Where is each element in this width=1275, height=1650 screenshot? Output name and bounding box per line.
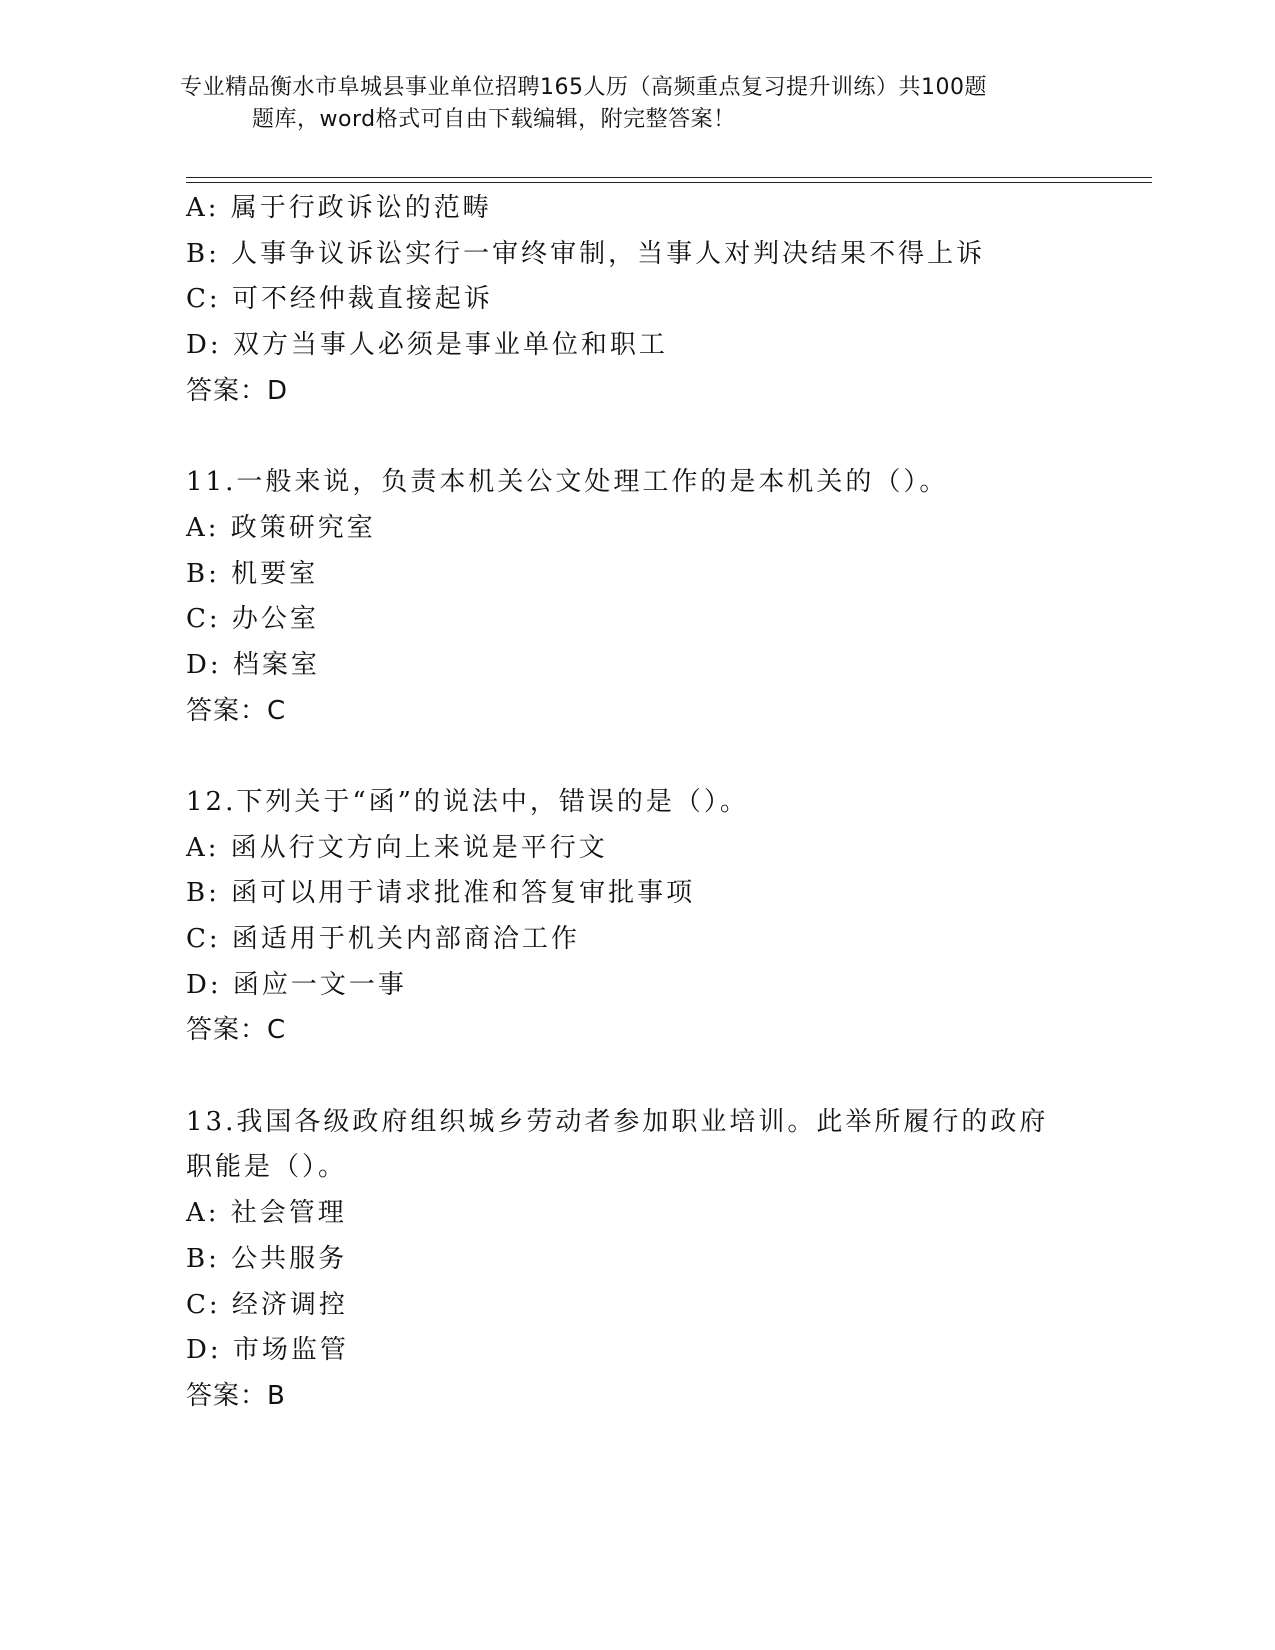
question-block-13 [186, 1100, 1086, 1420]
option-b: B: 公共服务 [186, 1243, 348, 1274]
option-b: B: 函可以用于请求批准和答复审批事项 [186, 878, 696, 909]
answer-line: 答案：C [186, 695, 287, 726]
question-block-11 [186, 460, 1086, 734]
document-header [180, 72, 1080, 136]
option-b: B: 人事争议诉讼实行一审终审制，当事人对判决结果不得上诉 [186, 238, 986, 269]
header-divider-bottom [186, 182, 1152, 183]
option-c: C: 可不经仲裁直接起诉 [186, 284, 493, 315]
option-b: B: 机要室 [186, 558, 319, 589]
answer-line: 答案：D [186, 375, 289, 406]
answer-line: 答案：B [186, 1380, 286, 1411]
option-a: A: 社会管理 [186, 1198, 347, 1229]
option-d: D: 函应一文一事 [186, 969, 407, 1000]
option-d: D: 市场监管 [186, 1335, 349, 1366]
header-title-line-1: 专业精品衡水市阜城县事业单位招聘165人历（高频重点复习提升训练）共100题 [180, 75, 987, 100]
question-text: 12.下列关于“函”的说法中，错误的是（）。 [186, 786, 749, 817]
question-list [186, 186, 1086, 1420]
option-c: C: 经济调控 [186, 1289, 348, 1320]
option-c: C: 办公室 [186, 604, 319, 635]
question-text: 11.一般来说，负责本机关公文处理工作的是本机关的（）。 [186, 467, 949, 498]
option-a: A: 属于行政诉讼的范畴 [186, 193, 492, 223]
header-title-line-2: 题库，word格式可自由下载编辑，附完整答案！ [252, 107, 736, 132]
option-c: C: 函适用于机关内部商洽工作 [186, 924, 580, 954]
block-spacer [186, 1054, 1086, 1100]
question-block-12 [186, 780, 1086, 1054]
question-text: 13.我国各级政府组织城乡劳动者参加职业培训。此举所履行的政府职能是（）。 [186, 1106, 1049, 1183]
option-a: A: 政策研究室 [186, 512, 376, 543]
block-spacer [186, 414, 1086, 460]
question-block-10 [186, 186, 1086, 414]
option-a: A: 函从行文方向上来说是平行文 [186, 832, 608, 863]
option-d: D: 档案室 [186, 649, 320, 680]
option-d: D: 双方当事人必须是事业单位和职工 [186, 330, 668, 361]
block-spacer [186, 734, 1086, 780]
header-divider-top [186, 177, 1152, 178]
answer-line: 答案：C [186, 1015, 287, 1046]
